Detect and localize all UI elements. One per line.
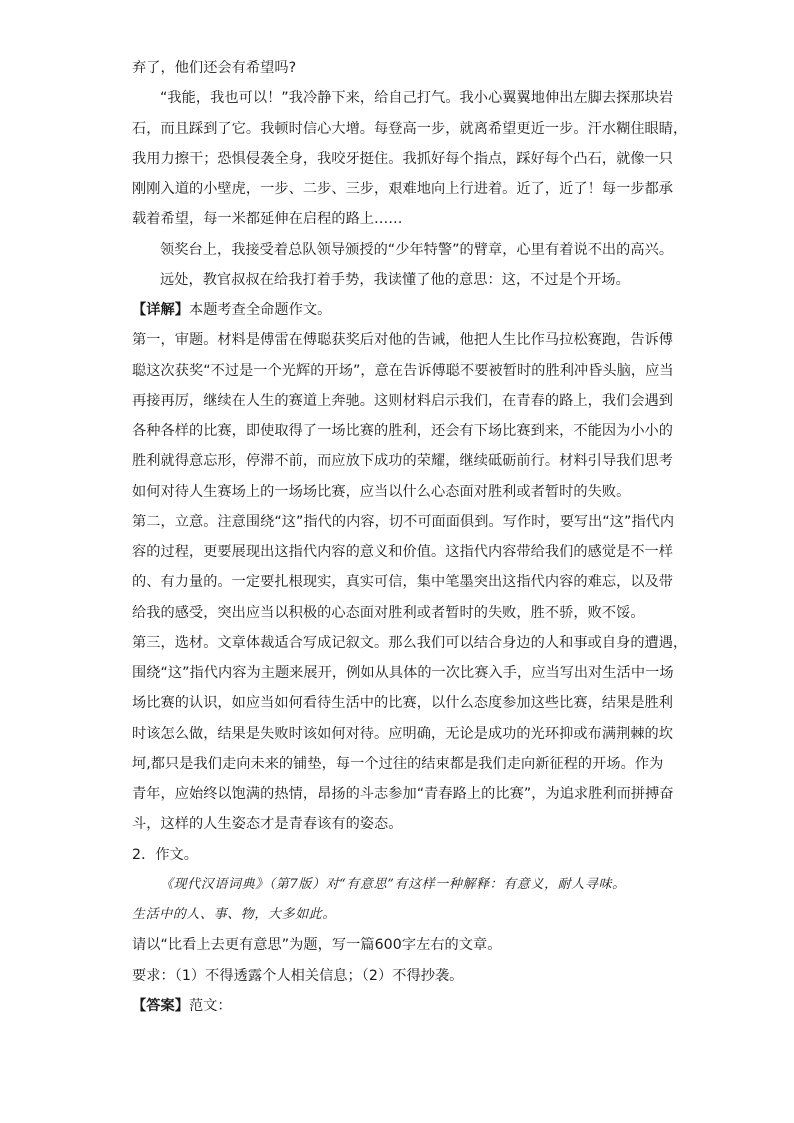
question-title: 2．作文。 [132, 846, 199, 863]
detail-second-line: 给我的感受，突出应当以积极的心态面对胜利或者暂时的失败，胜不骄，败不馁。 [132, 604, 645, 621]
quote-line: 生活中的人、事、物，大多如此。 [132, 907, 337, 922]
answer-heading [132, 996, 664, 1016]
story-paragraph: 远处，教官叔叔在给我打着手势，我读懂了他的意思：这，不过是个开场。 [160, 271, 630, 288]
detail-third-line: 坷,都只是我们走向未来的铺垫，每一个过往的结束都是我们走向新征程的开场。作为 [132, 755, 664, 772]
detail-second-line: 容的过程，更要展现出这指代内容的意义和价值。这指代内容带给我们的感觉是不一样 [132, 544, 674, 560]
question-prompt: 请以“比看上去更有意思”为题，写一篇600字左右的文章。 [132, 937, 502, 954]
story-paragraph-line: 载着希望，每一米都延伸在启程的路上…… [132, 211, 403, 228]
detail-third-line: 场比赛的认识，如应当如何看待生活中的比赛，以什么态度参加这些比赛，结果是胜利 [132, 695, 674, 712]
story-paragraph-line: 我用力擦干；恐惧侵袭全身，我咬牙挺住。我抓好每个指点，踩好每个凸石，就像一只 [132, 150, 674, 167]
detail-first-line: 再接再厉，继续在人生的赛道上奔驰。这则材料启示我们，在青春的路上，我们会遇到 [132, 392, 674, 409]
detail-third-line: 青年，应始终以饱满的热情，昂扬的斗志参加“青春路上的比赛”，为追求胜利而拼搏奋 [132, 786, 674, 802]
story-line: 弃了，他们还会有希望吗? [132, 60, 297, 76]
detail-second-line: 的、有力量的。一定要扎根现实，真实可信，集中笔墨突出这指代内容的难忘，以及带 [132, 574, 674, 591]
detail-first-line: 第一，审题。材料是傅雷在傅聪获奖后对他的告诫，他把人生比作马拉松赛跑，告诉傅 [132, 332, 674, 349]
detail-first-line: 聪这次获奖“不过是一个光辉的开场”，意在告诉傅聪不要被暂时的胜利冲昏头脑，应当 [132, 362, 674, 379]
detail-second-line: 第二，立意。注意围绕“这”指代的内容，切不可面面俱到。写作时，要写出“这”指代内 [132, 513, 675, 530]
document-page [132, 58, 688, 1026]
story-paragraph: 领奖台上，我接受着总队领导颁授的“少年特警”的臂章，心里有着说不出的高兴。 [160, 241, 674, 258]
detail-label: 【详解】 [132, 302, 189, 318]
question-requirements: 要求：（1）不得透露个人相关信息；（2）不得抄袭。 [132, 967, 464, 984]
detail-third-line: 围绕“这”指代内容为主题来展开，例如从具体的一次比赛入手，应当写出对生活中一场 [132, 665, 674, 681]
detail-heading [132, 300, 664, 320]
detail-third-line: 斗，这样的人生姿态才是青春该有的姿态。 [132, 816, 403, 833]
detail-intro: 本题考查全命题作文。 [188, 302, 332, 318]
answer-label: 【答案】 [132, 997, 189, 1014]
detail-third-line: 第三，选材。文章体裁适合写成记叙文。那么我们可以结合身边的人和事或自身的遭遇， [132, 634, 688, 651]
detail-first-line: 如何对待人生赛场上的一场场比赛，应当以什么心态面对胜利或者暂时的失败。 [132, 483, 631, 500]
detail-third-line: 时该怎么做，结果是失败时该如何对待。应明确，无论是成功的光环抑或布满荆棘的坎 [132, 725, 674, 742]
answer-text: 范文： [188, 997, 232, 1014]
story-paragraph-line: 石，而且踩到了它。我顿时信心大增。每登高一步，就离希望更近一步。汗水糊住眼睛， [132, 120, 688, 137]
story-paragraph-line: 刚刚入道的小壁虎，一步、二步、三步，艰难地向上行进着。近了，近了！每一步都承 [132, 181, 674, 197]
detail-first-line: 胜利就得意忘形，停滞不前，而应放下成功的荣耀，继续砥砺前行。材料引导我们思考 [132, 453, 674, 470]
quote-line: 《现代汉语词典》（第7版）对“有意思”有这样一种解释：有意义，耐人寻味。 [160, 876, 626, 892]
detail-first-line: 各种各样的比赛，即使取得了一场比赛的胜利，还会有下场比赛到来，不能因为小小的 [132, 423, 674, 439]
story-paragraph-line: “我能，我也可以！”我冷静下来，给自己打气。我小心翼翼地伸出左脚去探那块岩 [160, 90, 674, 107]
